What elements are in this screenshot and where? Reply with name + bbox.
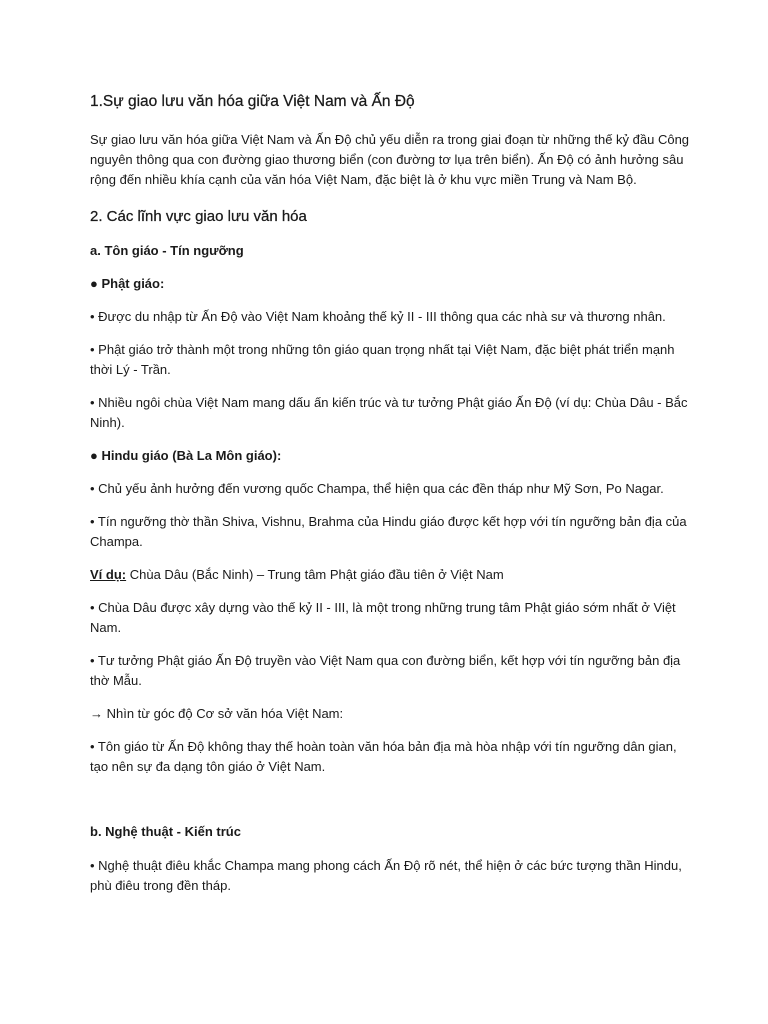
section-a-title: a. Tôn giáo - Tín ngưỡng bbox=[90, 243, 244, 258]
art-point-1: • Nghệ thuật điêu khắc Champa mang phong cách Ấn Độ rõ nét, thể hiện ở các bức tượng thần Hindu, phù điêu trong đền tháp. bbox=[90, 858, 682, 893]
intro-paragraph: Sự giao lưu văn hóa giữa Việt Nam và Ấn Độ chủ yếu diễn ra trong giai đoạn từ những thế kỷ đầu Công nguyên thông qua con đường giao thương biển (con đường tơ lụa trên biển). Ấn Độ có ảnh hưởng sâu rộng đến nhiều khía cạnh của văn hóa Việt Nam, đặc biệt là ở khu vực miền Trung và Nam Bộ. bbox=[90, 132, 690, 187]
heading-2: 2. Các lĩnh vực giao lưu văn hóa bbox=[90, 208, 307, 225]
example-point-1: • Chùa Dâu được xây dựng vào thế kỷ II - III, là một trong những trung tâm Phật giáo sớm nhất ở Việt Nam. bbox=[90, 600, 676, 635]
hindu-title: ● Hindu giáo (Bà La Môn giáo): bbox=[90, 448, 282, 463]
example-point-2: • Tư tưởng Phật giáo Ấn Độ truyền vào Việt Nam qua con đường biển, kết hợp với tín ngưỡng bản địa thờ Mẫu. bbox=[90, 653, 681, 688]
buddhism-title: ● Phật giáo: bbox=[90, 276, 165, 291]
document-page bbox=[90, 92, 690, 909]
example-label: Ví dụ: bbox=[90, 567, 127, 582]
buddhism-point-1: • Được du nhập từ Ấn Độ vào Việt Nam khoảng thế kỷ II - III thông qua các nhà sư và thương nhân. bbox=[90, 309, 666, 324]
view-title: → Nhìn từ góc độ Cơ sở văn hóa Việt Nam: bbox=[90, 706, 344, 721]
heading-1: 1.Sự giao lưu văn hóa giữa Việt Nam và Ấn Độ bbox=[90, 93, 415, 110]
buddhism-point-2: • Phật giáo trở thành một trong những tôn giáo quan trọng nhất tại Việt Nam, đặc biệt phát triển mạnh thời Lý - Trần. bbox=[90, 342, 675, 377]
view-point-1: • Tôn giáo từ Ấn Độ không thay thế hoàn toàn văn hóa bản địa mà hòa nhập với tín ngưỡng dân gian, tạo nên sự đa dạng tôn giáo ở Việt Nam. bbox=[90, 739, 677, 774]
example-text: Chùa Dâu (Bắc Ninh) – Trung tâm Phật giáo đầu tiên ở Việt Nam bbox=[126, 567, 504, 582]
hindu-point-2: • Tín ngưỡng thờ thần Shiva, Vishnu, Brahma của Hindu giáo được kết hợp với tín ngưỡng bản địa của Champa. bbox=[90, 514, 687, 549]
hindu-point-1: • Chủ yếu ảnh hưởng đến vương quốc Champa, thể hiện qua các đền tháp như Mỹ Sơn, Po Nagar. bbox=[90, 481, 664, 496]
example-line bbox=[90, 565, 690, 585]
section-b-title: b. Nghệ thuật - Kiến trúc bbox=[90, 824, 241, 839]
buddhism-point-3: • Nhiều ngôi chùa Việt Nam mang dấu ấn kiến trúc và tư tưởng Phật giáo Ấn Độ (ví dụ: Chùa Dâu - Bắc Ninh). bbox=[90, 395, 688, 430]
